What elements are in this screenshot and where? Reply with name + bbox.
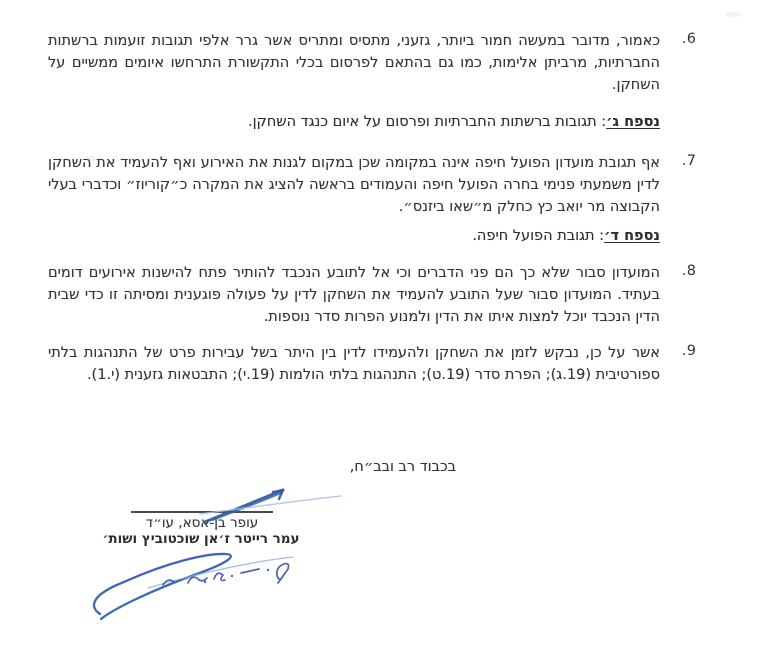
annex-g-text: : תגובות ברשתות החברתיות ופרסום על איום כנגד השחקן. [247,114,607,130]
list-item-9 [0,342,758,386]
item-text-7: אף תגובת מועדון הפועל חיפה אינה במקומה שכן במקום לגנות את האירוע ואף להעמיד את השחקן לדין משמעתי פנימי בחרה הפועל חיפה והעמודים בראשה להציג את המקרה כ״קוריוז״ וכדברי בעלי הקבוצה מר יואב כץ כחלק מ״שאו ביזנס״. [48,155,660,215]
item-number-6: 6. [681,31,697,47]
annex-d-text: : תגובת הפועל חיפה. [472,228,605,244]
list-item-7 [0,152,758,218]
signature-rule [131,511,273,513]
item-text-6: כאמור, מדובר במעשה חמור ביותר, גזעני, מתסיס ומתריס אשר גרר אלפי תגובות זועמות ברשתות החברתיות, מרביתן אלימות, כמו גם בהתאם לפרסום בכלי התקשורת התרחשו איומים ממשיים על השחקן. [48,33,660,93]
signer-name: עופר בן-אסא, עו״ד [145,515,259,531]
scan-artifact [726,12,742,17]
list-item-6 [0,30,758,96]
scan-artifact [86,156,96,162]
item-text-8: המועדון סבור שלא כך הם פני הדברים וכי אל לתובע הנכבד להותיר פתח להישנות אירועים דומים בעתיד. המועדון סבור שעל התובע להעמיד את השחקן לדין על פעולה פוגענית ומסיתה זו כדי שבית הדין הנכבד יוכל למצות איתו את הדין ולמנוע הפרות סדר נוספות. [48,265,660,325]
item-number-8: 8. [681,263,697,279]
item-number-9: 9. [681,343,697,359]
firm-name: עמר רייטר ז׳אן שוכטוביץ ושות׳ [102,531,300,547]
signature-scribble-lower-icon [94,554,293,619]
closing-salutation: בכבוד רב ובב״ח, [349,459,456,475]
annex-g-label: נספח ג׳ [606,114,660,130]
annex-heading-d [48,226,660,246]
item-number-7: 7. [681,153,697,169]
list-item-8 [0,262,758,328]
annex-d-label: נספח ד׳ [604,228,660,244]
annex-heading-g [48,112,660,132]
item-text-9: אשר על כן, נבקש לזמן את השחקן ולהעמידו לדין בין היתר בשל עבירות פרט של התנהגות בלתי ספורטיבית (19.ג); הפרת סדר (19.ט); התנהגות בלתי הולמות (19.י); התבטאות גזענית (י.1). [48,345,660,383]
